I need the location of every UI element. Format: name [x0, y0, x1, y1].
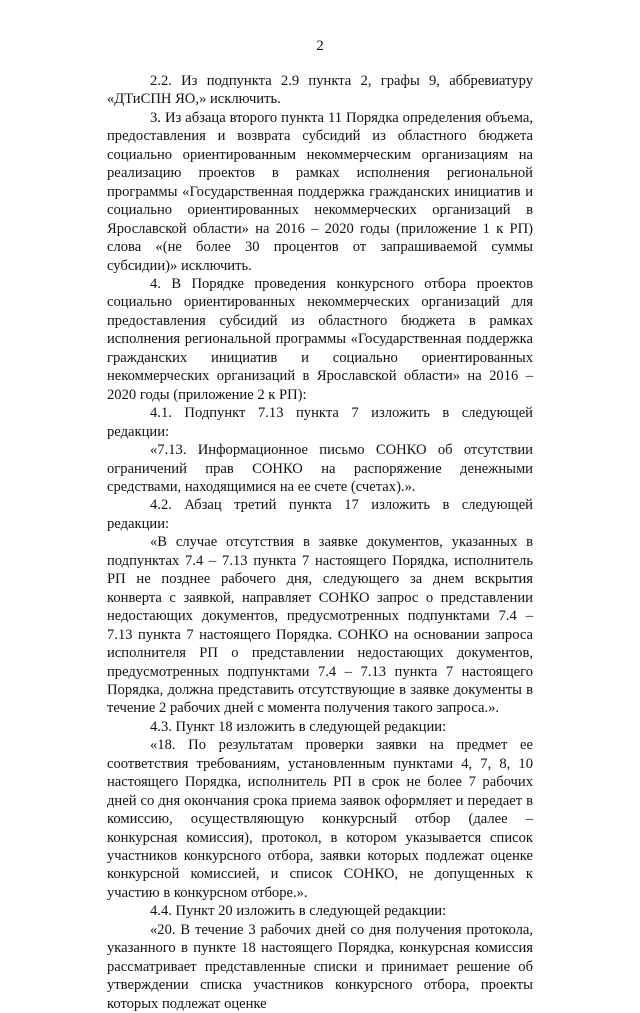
paragraph-17-text: «В случае отсутствия в заявке документов, указанных в подпунктах 7.4 – 7.13 пункта 7 настоящего Порядка, исполнитель РП не позднее рабочего дня, следующего за днем вскрытия конверта с заявкой, направляет СОНКО запрос о представлении недостающих документов, предусмотренных подпунктами 7.4 – 7.13 пункта 7 настоящего Порядка. СОНКО на основании запроса исполнителя РП о представлении недостающих документов, предусмотренных подпунктами 7.4 – 7.13 пункта 7 настоящего Порядка, должна представить отсутствующие в заявке документы в течение 2 рабочих дней с момента получения такого запроса.».: [107, 534, 533, 717]
document-body: [107, 72, 533, 1013]
paragraph-20-text: «20. В течение 3 рабочих дней со дня получения протокола, указанного в пункте 18 настоящего Порядка, конкурсная комиссия рассматривает представленные списки и принимает решение об утверждении списка участников конкурсного отбора, проекты которых подлежат оценке: [107, 921, 533, 1012]
paragraph-4-4: 4.4. Пункт 20 изложить в следующей редакции:: [150, 903, 447, 920]
paragraph-4-1: 4.1. Подпункт 7.13 пункта 7 изложить в следующей редакции:: [107, 405, 533, 440]
paragraph-3: 3. Из абзаца второго пункта 11 Порядка определения объема, предоставления и возврата субсидий из областного бюджета социально ориентированным некоммерческим организациям на реализацию проектов в рамках исполнения региональной программы «Государственная поддержка гражданских инициатив и социально ориентированных некоммерческих организаций в Ярославской области» на 2016 – 2020 годы (приложение 1 к РП) слова «(не более 30 процентов от запрашиваемой суммы субсидии)» исключить.: [107, 109, 533, 274]
page-number: 2: [316, 38, 324, 54]
paragraph-4-3: 4.3. Пункт 18 изложить в следующей редакции:: [150, 718, 447, 735]
paragraph-4: 4. В Порядке проведения конкурсного отбора проектов социально ориентированных некоммерческих организаций для предоставления субсидий из областного бюджета в рамках исполнения региональной программы «Государственная поддержка гражданских инициатив и социально ориентированных некоммерческих организаций в Ярославской области» на 2016 – 2020 годы (приложение 2 к РП):: [107, 275, 533, 403]
paragraph-7-13-text: «7.13. Информационное письмо СОНКО об отсутствии ограничений прав СОНКО на распоряжение денежными средствами, находящимися на ее счете (счетах).».: [107, 442, 533, 495]
paragraph-4-2: 4.2. Абзац третий пункта 17 изложить в следующей редакции:: [107, 497, 533, 532]
paragraph-2-2: 2.2. Из подпункта 2.9 пункта 2, графы 9, аббревиатуру «ДТиСПН ЯО,» исключить.: [107, 73, 533, 108]
paragraph-18-text: «18. По результатам проверки заявки на предмет ее соответствия требованиям, установленным пунктами 4, 7, 8, 10 настоящего Порядка, исполнитель РП в срок не более 7 рабочих дней со дня окончания срока приема заявок оформляет и передает в комиссию, осуществляющую конкурсный отбор (далее – конкурсная комиссия), протокол, в котором указывается список участников конкурсного отбора, заявки которых подлежат оценке конкурсной комиссией, и список СОНКО, не допущенных к участию в конкурсном отборе.».: [107, 737, 533, 901]
